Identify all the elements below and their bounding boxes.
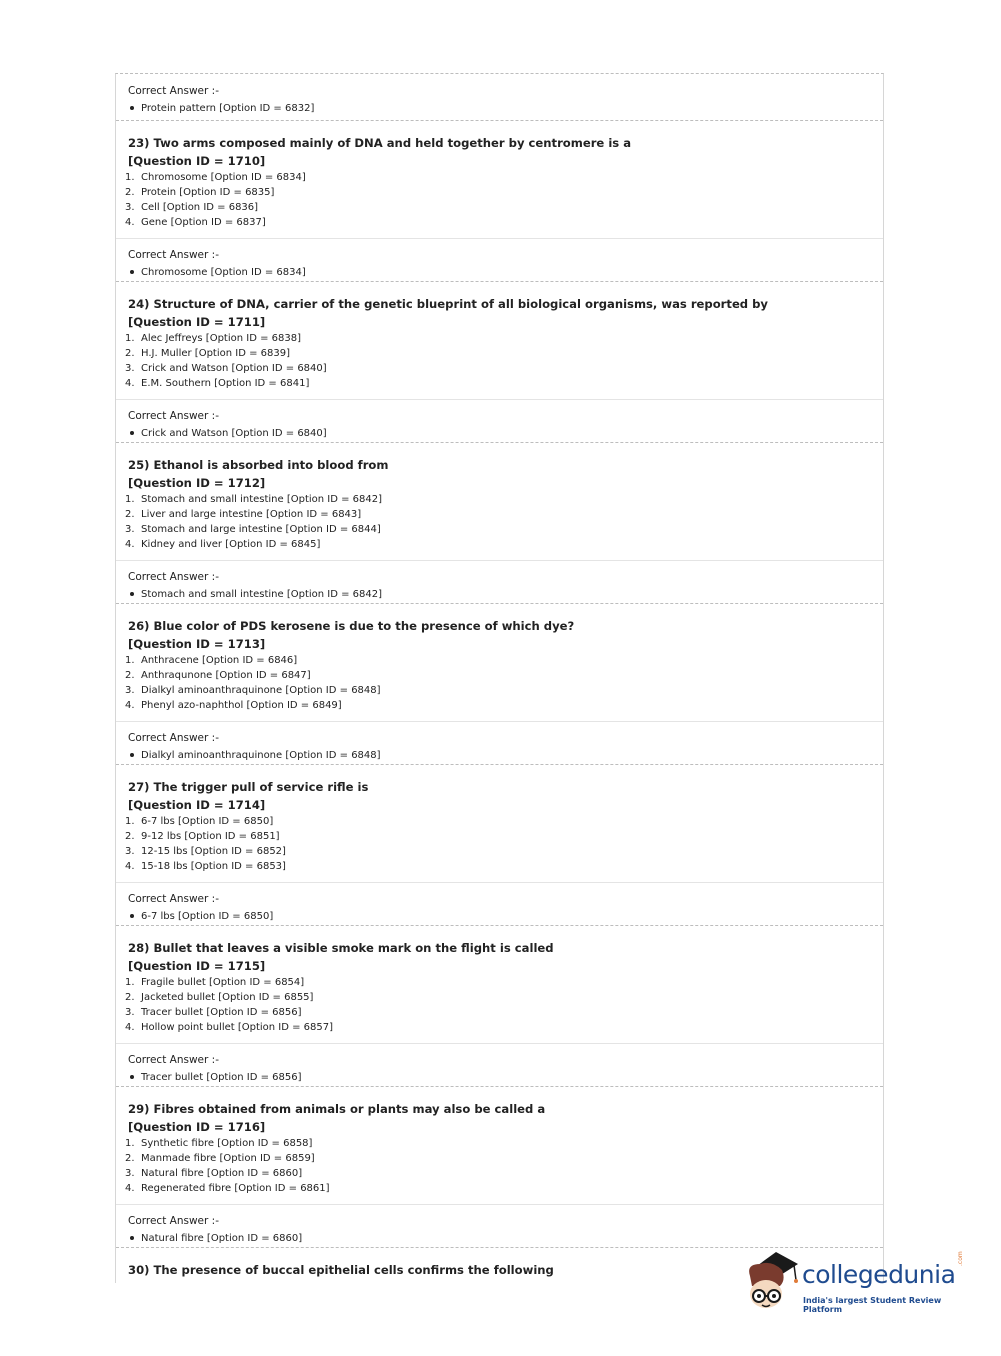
question-block: [116, 443, 883, 561]
option-list: [125, 170, 871, 230]
option-item: [125, 829, 871, 844]
option-item: [125, 331, 871, 346]
question-list: [116, 121, 883, 1248]
answer-block: [116, 400, 883, 443]
option-number: 3.: [125, 202, 135, 213]
question-text: 29) Fibres obtained from animals or plants may also be called a: [128, 1102, 546, 1116]
option-text: Fragile bullet [Option ID = 6854]: [141, 977, 305, 988]
answer-block: [116, 883, 883, 926]
correct-answer: Protein pattern [Option ID = 6832]: [128, 100, 871, 117]
option-item: [125, 859, 871, 874]
option-text: Manmade fibre [Option ID = 6859]: [141, 1153, 315, 1164]
option-item: [125, 185, 871, 200]
option-text: 15-18 lbs [Option ID = 6853]: [141, 861, 286, 872]
option-number: 4.: [125, 1183, 135, 1194]
option-item: [125, 215, 871, 230]
option-item: [125, 492, 871, 507]
option-item: [125, 507, 871, 522]
option-text: Synthetic fibre [Option ID = 6858]: [141, 1138, 313, 1149]
answer-label: Correct Answer :-: [128, 1054, 219, 1066]
question-block: [116, 121, 883, 239]
option-number: 4.: [125, 539, 135, 550]
correct-answer: Tracer bullet [Option ID = 6856]: [128, 1069, 871, 1086]
option-number: 1.: [125, 977, 135, 988]
question-text: 23) Two arms composed mainly of DNA and held together by centromere is a: [128, 136, 632, 150]
option-text: Natural fibre [Option ID = 6860]: [141, 1168, 303, 1179]
option-text: Kidney and liver [Option ID = 6845]: [141, 539, 321, 550]
answer-label: Correct Answer :-: [128, 249, 219, 261]
option-number: 2.: [125, 187, 135, 198]
option-item: [125, 1136, 871, 1151]
answer-label: Correct Answer :-: [128, 85, 219, 97]
option-text: Stomach and small intestine [Option ID = 6842]: [141, 494, 383, 505]
question-text: 28) Bullet that leaves a visible smoke mark on the flight is called: [128, 941, 554, 955]
option-text: E.M. Southern [Option ID = 6841]: [141, 378, 310, 389]
option-text: Liver and large intestine [Option ID = 6843]: [141, 509, 362, 520]
option-text: Cell [Option ID = 6836]: [141, 202, 259, 213]
option-item: [125, 200, 871, 215]
option-number: 2.: [125, 831, 135, 842]
question-id: [Question ID = 1716]: [128, 1120, 266, 1134]
option-list: [125, 331, 871, 391]
option-number: 1.: [125, 1138, 135, 1149]
option-text: 12-15 lbs [Option ID = 6852]: [141, 846, 286, 857]
option-number: 3.: [125, 846, 135, 857]
answer-block: [116, 722, 883, 765]
answer-label: Correct Answer :-: [128, 893, 219, 905]
option-list: [125, 653, 871, 713]
option-text: Anthracene [Option ID = 6846]: [141, 655, 298, 666]
collegedunia-logo: [742, 1250, 972, 1320]
question-sheet: [115, 73, 884, 1283]
option-list: [125, 814, 871, 874]
correct-answer: 6-7 lbs [Option ID = 6850]: [128, 908, 871, 925]
option-item: [125, 361, 871, 376]
answer-block: [116, 239, 883, 282]
option-item: [125, 1151, 871, 1166]
question-id: [Question ID = 1712]: [128, 476, 266, 490]
option-item: [125, 683, 871, 698]
option-number: 1.: [125, 494, 135, 505]
question-block: [116, 926, 883, 1044]
option-item: [125, 668, 871, 683]
option-number: 1.: [125, 655, 135, 666]
option-number: 3.: [125, 363, 135, 374]
option-text: Regenerated fibre [Option ID = 6861]: [141, 1183, 330, 1194]
answer-block: [116, 561, 883, 604]
question-text: 25) Ethanol is absorbed into blood from: [128, 458, 389, 472]
option-number: 4.: [125, 700, 135, 711]
option-item: [125, 1020, 871, 1035]
option-item: [125, 170, 871, 185]
answer-block: [116, 1205, 883, 1248]
option-item: [125, 376, 871, 391]
question-block: [116, 1087, 883, 1205]
option-text: H.J. Muller [Option ID = 6839]: [141, 348, 290, 359]
answer-label: Correct Answer :-: [128, 571, 219, 583]
question-id: [Question ID = 1714]: [128, 798, 266, 812]
question-id: [Question ID = 1715]: [128, 959, 266, 973]
option-number: 4.: [125, 861, 135, 872]
option-text: Alec Jeffreys [Option ID = 6838]: [141, 333, 301, 344]
option-text: Chromosome [Option ID = 6834]: [141, 172, 306, 183]
question-block: [116, 604, 883, 722]
question-block: [116, 765, 883, 883]
answer-label: Correct Answer :-: [128, 410, 219, 422]
option-item: [125, 975, 871, 990]
option-list: [125, 1136, 871, 1196]
question-id: [Question ID = 1711]: [128, 315, 266, 329]
option-item: [125, 814, 871, 829]
option-text: 9-12 lbs [Option ID = 6851]: [141, 831, 280, 842]
option-item: [125, 537, 871, 552]
option-number: 4.: [125, 378, 135, 389]
option-item: [125, 1005, 871, 1020]
option-number: 1.: [125, 172, 135, 183]
option-item: [125, 1181, 871, 1196]
question-text: 24) Structure of DNA, carrier of the genetic blueprint of all biological organisms, was reported by: [128, 297, 768, 311]
logo-wordmark: collegedunia: [802, 1260, 956, 1289]
logo-suffix: .com: [957, 1251, 964, 1266]
question-text: 27) The trigger pull of service rifle is: [128, 780, 369, 794]
mascot-icon: [742, 1250, 800, 1320]
question-text: 30) The presence of buccal epithelial cells confirms the following: [128, 1263, 554, 1277]
option-text: Hollow point bullet [Option ID = 6857]: [141, 1022, 334, 1033]
option-item: [125, 698, 871, 713]
option-number: 3.: [125, 685, 135, 696]
answer-block: [116, 74, 883, 121]
option-text: Protein [Option ID = 6835]: [141, 187, 275, 198]
option-number: 2.: [125, 348, 135, 359]
option-item: [125, 844, 871, 859]
option-text: Jacketed bullet [Option ID = 6855]: [141, 992, 314, 1003]
answer-label: Correct Answer :-: [128, 1215, 219, 1227]
option-number: 1.: [125, 816, 135, 827]
option-list: [125, 975, 871, 1035]
option-item: [125, 522, 871, 537]
correct-answer: Chromosome [Option ID = 6834]: [128, 264, 871, 281]
option-item: [125, 990, 871, 1005]
option-text: Anthraqunone [Option ID = 6847]: [141, 670, 311, 681]
option-number: 3.: [125, 1168, 135, 1179]
option-text: Crick and Watson [Option ID = 6840]: [141, 363, 327, 374]
option-text: Stomach and large intestine [Option ID = 6844]: [141, 524, 381, 535]
question-text: 26) Blue color of PDS kerosene is due to the presence of which dye?: [128, 619, 575, 633]
option-item: [125, 346, 871, 361]
option-item: [125, 653, 871, 668]
option-number: 2.: [125, 670, 135, 681]
option-number: 4.: [125, 1022, 135, 1033]
option-number: 3.: [125, 524, 135, 535]
option-text: Phenyl azo-naphthol [Option ID = 6849]: [141, 700, 342, 711]
answer-label: Correct Answer :-: [128, 732, 219, 744]
correct-answer: Stomach and small intestine [Option ID = 6842]: [128, 586, 871, 603]
option-number: 2.: [125, 1153, 135, 1164]
logo-tagline: India's largest Student Review Platform: [803, 1296, 942, 1314]
option-number: 3.: [125, 1007, 135, 1018]
option-number: 1.: [125, 333, 135, 344]
question-id: [Question ID = 1713]: [128, 637, 266, 651]
option-text: Dialkyl aminoanthraquinone [Option ID = 6848]: [141, 685, 381, 696]
correct-answer: Dialkyl aminoanthraquinone [Option ID = 6848]: [128, 747, 871, 764]
correct-answer: Crick and Watson [Option ID = 6840]: [128, 425, 871, 442]
option-number: 2.: [125, 992, 135, 1003]
option-text: Tracer bullet [Option ID = 6856]: [141, 1007, 302, 1018]
correct-answer: Natural fibre [Option ID = 6860]: [128, 1230, 871, 1247]
option-number: 2.: [125, 509, 135, 520]
question-id: [Question ID = 1710]: [128, 154, 266, 168]
option-item: [125, 1166, 871, 1181]
question-block: [116, 282, 883, 400]
option-text: Gene [Option ID = 6837]: [141, 217, 266, 228]
option-list: [125, 492, 871, 552]
option-number: 4.: [125, 217, 135, 228]
answer-block: [116, 1044, 883, 1087]
option-text: 6-7 lbs [Option ID = 6850]: [141, 816, 274, 827]
